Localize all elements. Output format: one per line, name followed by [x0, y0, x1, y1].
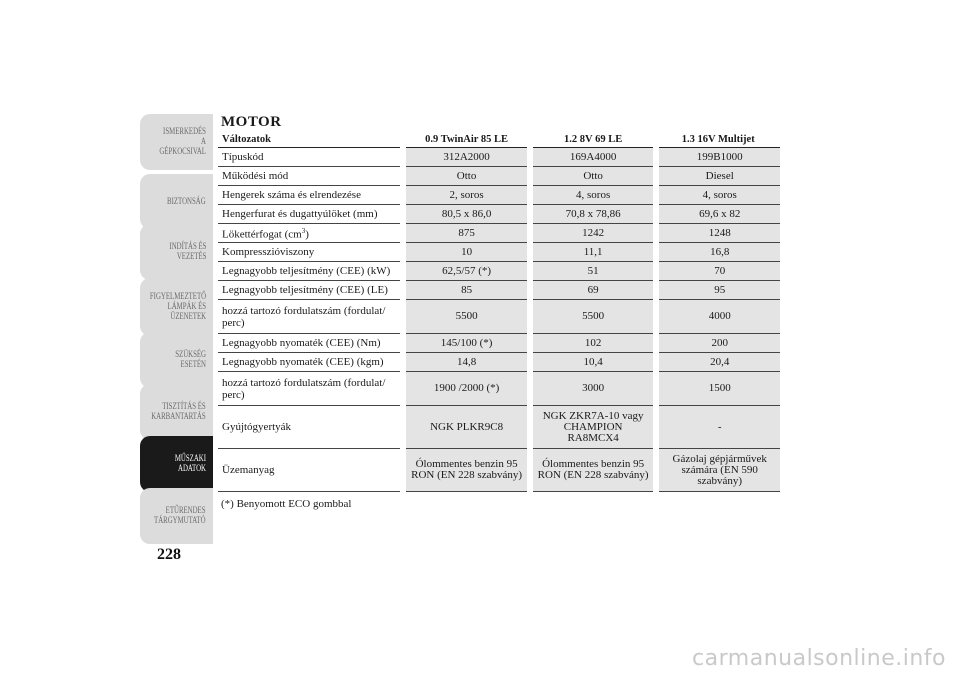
cell-value: 14,8	[403, 353, 529, 372]
row-label: Legnagyobb teljesítmény (CEE) (LE)	[218, 281, 403, 300]
cell-value: 16,8	[656, 243, 780, 262]
row-label: Gyújtógyertyák	[218, 406, 403, 449]
cell-value: 80,5 x 86,0	[403, 205, 529, 224]
row-label: Kompresszióviszony	[218, 243, 403, 262]
footnote: (*) Benyomott ECO gombbal	[221, 498, 352, 510]
table-row	[218, 262, 780, 281]
tab-biztonsag[interactable]: BIZTONSÁG	[140, 174, 213, 229]
cell-value: 199B1000	[656, 148, 780, 167]
page-number: 228	[157, 546, 181, 563]
cell-value: 85	[403, 281, 529, 300]
cell-value: 69	[530, 281, 657, 300]
row-label: Legnagyobb nyomaték (CEE) (kgm)	[218, 353, 403, 372]
table-row	[218, 205, 780, 224]
cell-value: NGK PLKR9C8	[403, 406, 529, 449]
cell-value: 3000	[530, 372, 657, 406]
cell-value: 169A4000	[530, 148, 657, 167]
table-row	[218, 281, 780, 300]
row-label: Hengerek száma és elrendezése	[218, 186, 403, 205]
cell-value: Ólommentes benzin 95 RON (EN 228 szabvány)	[530, 449, 657, 492]
table-row	[218, 449, 780, 492]
table-row	[218, 243, 780, 262]
cell-value: 1248	[656, 224, 780, 243]
cell-value: 10,4	[530, 353, 657, 372]
table-row	[218, 372, 780, 406]
cell-value: 11,1	[530, 243, 657, 262]
cell-value: 95	[656, 281, 780, 300]
table-row	[218, 300, 780, 334]
cell-value: Otto	[530, 167, 657, 186]
cell-value: Gázolaj gépjárművek számára (EN 590 szabvány)	[656, 449, 780, 492]
cell-value: Otto	[403, 167, 529, 186]
tab-muszaki-adatok[interactable]: MŰSZAKI ADATOK	[140, 436, 213, 492]
row-label: Működési mód	[218, 167, 403, 186]
header-col-2: 1.2 8V 69 LE	[530, 131, 657, 148]
header-col-3: 1.3 16V Multijet	[656, 131, 780, 148]
header-label: Változatok	[218, 131, 403, 148]
section-title: MOTOR	[221, 114, 282, 130]
cell-value: Ólommentes benzin 95 RON (EN 228 szabvány)	[403, 449, 529, 492]
cell-value: 312A2000	[403, 148, 529, 167]
cell-value: 4, soros	[530, 186, 657, 205]
tab-figyelmezteto[interactable]: FIGYELMEZTETŐ LÁMPÁK ÉS ÜZENETEK	[140, 278, 213, 336]
cell-value: 1242	[530, 224, 657, 243]
cell-value: 62,5/57 (*)	[403, 262, 529, 281]
tab-ismerkedes[interactable]: ISMERKEDÉS A GÉPKOCSIVAL	[140, 114, 213, 170]
row-label: Típuskód	[218, 148, 403, 167]
table-header-row	[218, 131, 780, 148]
cell-value: 51	[530, 262, 657, 281]
cell-value: 69,6 x 82	[656, 205, 780, 224]
cell-value: 875	[403, 224, 529, 243]
header-col-1: 0.9 TwinAir 85 LE	[403, 131, 529, 148]
cell-value: Diesel	[656, 167, 780, 186]
cell-value: 5500	[403, 300, 529, 334]
row-label: hozzá tartozó fordulatszám (fordulat/ perc)	[218, 372, 403, 406]
table-row	[218, 224, 780, 243]
cell-value: 20,4	[656, 353, 780, 372]
cell-value: 145/100 (*)	[403, 334, 529, 353]
table-row	[218, 334, 780, 353]
cell-value: 4, soros	[656, 186, 780, 205]
row-label: hozzá tartozó fordulatszám (fordulat/ perc)	[218, 300, 403, 334]
table-row	[218, 406, 780, 449]
cell-value: 200	[656, 334, 780, 353]
cell-value: 10	[403, 243, 529, 262]
cell-value: 70,8 x 78,86	[530, 205, 657, 224]
row-label: Legnagyobb teljesítmény (CEE) (kW)	[218, 262, 403, 281]
cell-value: -	[656, 406, 780, 449]
table-row	[218, 353, 780, 372]
row-label: Legnagyobb nyomaték (CEE) (Nm)	[218, 334, 403, 353]
cell-value: NGK ZKR7A-10 vagy CHAMPION RA8MCX4	[530, 406, 657, 449]
cell-value: 70	[656, 262, 780, 281]
cell-value: 102	[530, 334, 657, 353]
row-label: Lökettérfogat $(cm^3)$	[218, 224, 403, 243]
cell-value: 4000	[656, 300, 780, 334]
cell-value: 5500	[530, 300, 657, 334]
tab-tisztitas[interactable]: TISZTÍTÁS ÉS KARBANTARTÁS	[140, 384, 213, 440]
table-row	[218, 186, 780, 205]
watermark: carmanualsonline.info	[692, 646, 946, 671]
cell-value: 1500	[656, 372, 780, 406]
tab-szukseg[interactable]: SZÜKSÉG ESETÉN	[140, 332, 213, 388]
table-row	[218, 167, 780, 186]
tab-targymutato[interactable]: ETŰRENDES TÁRGYMUTATÓ	[140, 488, 213, 544]
tab-inditas[interactable]: INDÍTÁS ÉS VEZETÉS	[140, 224, 213, 280]
cell-value: 2, soros	[403, 186, 529, 205]
table-row	[218, 148, 780, 167]
engine-spec-table	[218, 131, 780, 492]
cell-value: 1900 /2000 (*)	[403, 372, 529, 406]
row-label: Hengerfurat és dugattyúlöket (mm)	[218, 205, 403, 224]
row-label: Üzemanyag	[218, 449, 403, 492]
